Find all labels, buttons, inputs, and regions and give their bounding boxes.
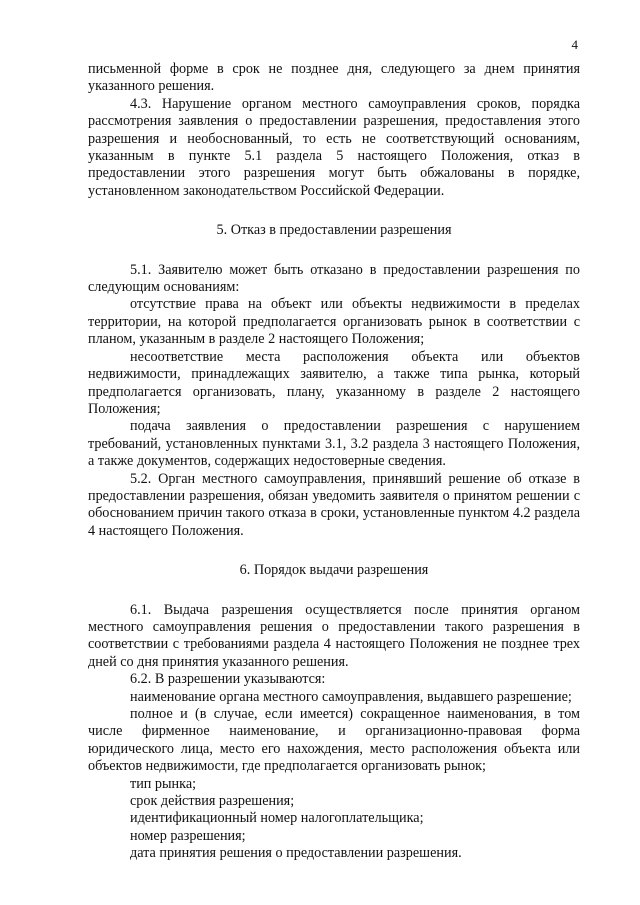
paragraph-6-1: 6.1. Выдача разрешения осуществляется после принятия органом местного самоуправления решения о предоставлении такого разрешения в соответствии с требованиями раздела 4 настоящего Положения не позднее трех дней со дня принятия указанного решения. [88,601,580,670]
paragraph-4-3: 4.3. Нарушение органом местного самоуправления сроков, порядка рассмотрения заявления о предоставлении разрешения, предоставления этого разрешения и необоснованный, то есть не соответствующий основаниям, указанным в пункте 5.1 раздела 5 настоящего Положения, отказ в предоставлении этого разрешения могут быть обжалованы в порядке, установленном законодательством Российской Федерации. [88,95,580,199]
paragraph-5-1-item-3: подача заявления о предоставлении разрешения с нарушением требований, установленных пунктами 3.1, 3.2 раздела 3 настоящего Положения, а также документов, содержащих недостоверные сведения. [88,418,580,470]
paragraph-6-2-item-1: наименование органа местного самоуправления, выдавшего разрешение; [130,688,572,705]
paragraph-5-1: 5.1. Заявителю может быть отказано в предоставлении разрешения по следующим основаниям: [88,261,580,296]
section-5-heading: 5. Отказ в предоставлении разрешения [216,222,452,239]
paragraph-continuation: письменной форме в срок не позднее дня, следующего за днем принятия указанного решения. [88,61,580,95]
paragraph-6-2-item-6: номер разрешения; [130,827,246,844]
paragraph-6-2-item-2: полное и (в случае, если имеется) сокращенное наименования, в том числе фирменное наименование, и организационно-правовая форма юридического лица, место его нахождения, место расположения объекта или объектов недвижимости, где предполагается организовать рынок; [88,706,580,775]
paragraph-6-2-item-4: срок действия разрешения; [130,793,295,810]
paragraph-5-1-item-1: отсутствие права на объект или объекты недвижимости в пределах территории, на которой предполагается организовать рынок в соответствии с планом, указанным в разделе 2 настоящего Положения; [88,296,580,348]
paragraph-6-2-item-7: дата принятия решения о предоставлении разрешения. [130,845,462,862]
section-6-heading: 6. Порядок выдачи разрешения [239,562,429,579]
paragraph-5-2: 5.2. Орган местного самоуправления, принявший решение об отказе в предоставлении разрешения, обязан уведомить заявителя о принятом решении с обоснованием причин такого отказа в сроки, установленные пунктом 4.2 раздела 4 настоящего Положения. [88,470,580,539]
paragraph-6-2: 6.2. В разрешении указываются: [130,671,326,688]
paragraph-6-2-item-3: тип рынка; [130,775,197,792]
page-number: 4 [571,37,578,52]
paragraph-6-2-item-5: идентификационный номер налогоплательщика; [130,810,424,827]
document-body [88,61,580,863]
paragraph-5-1-item-2: несоответствие места расположения объекта или объектов недвижимости, принадлежащих заявителю, а также типа рынка, который предполагается организовать, плану, указанному в разделе 2 настоящего Положения; [88,348,580,417]
